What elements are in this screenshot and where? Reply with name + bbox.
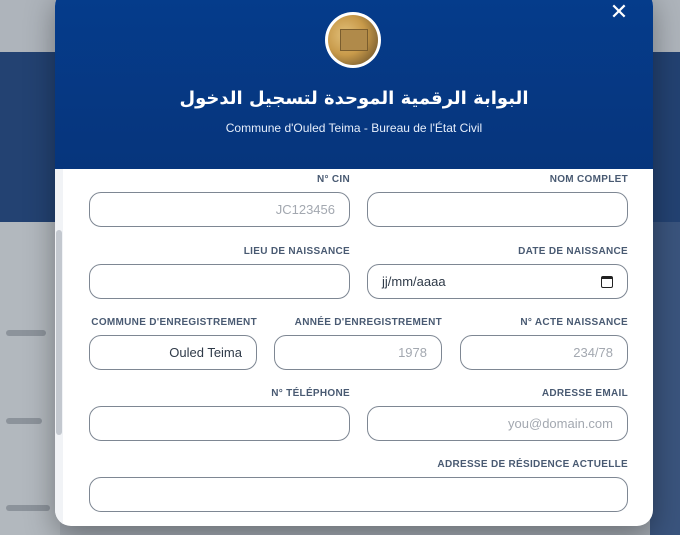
background-text-line — [6, 418, 42, 424]
address-label: ADRESSE DE RÉSIDENCE ACTUELLE — [437, 459, 628, 470]
calendar-icon[interactable] — [601, 276, 613, 288]
full-name-label: NOM COMPLET — [549, 174, 628, 185]
email-input[interactable] — [367, 406, 628, 441]
background-text-line — [6, 505, 50, 511]
birthdate-label: DATE DE NAISSANCE — [518, 246, 628, 257]
birth-act-placeholder: 234/78 — [573, 345, 613, 360]
phone-input[interactable] — [89, 406, 350, 441]
full-name-input[interactable] — [367, 192, 628, 227]
registration-year-placeholder: 1978 — [398, 345, 427, 360]
birthdate-input[interactable] — [367, 264, 628, 299]
background-card-left — [0, 222, 60, 535]
birthplace-input[interactable] — [89, 264, 350, 299]
modal-title: البوابة الرقمية الموحدة لتسجيل الدخول — [179, 88, 529, 109]
registration-year-input[interactable] — [274, 335, 442, 370]
birth-act-label: N° ACTE NAISSANCE — [520, 317, 628, 328]
modal-scrollbar-thumb[interactable] — [56, 230, 62, 435]
modal-header — [55, 0, 653, 169]
commune-input[interactable] — [89, 335, 257, 370]
phone-label: N° TÉLÉPHONE — [271, 388, 350, 399]
cin-input[interactable] — [89, 192, 350, 227]
background-text-line — [6, 330, 46, 336]
birthdate-format: jj/mm/aaaa — [382, 274, 446, 289]
registration-year-label: ANNÉE D'ENREGISTREMENT — [294, 317, 442, 328]
commune-label: COMMUNE D'ENREGISTREMENT — [91, 317, 257, 328]
cin-placeholder: JC123456 — [275, 202, 335, 217]
birthplace-label: LIEU DE NAISSANCE — [243, 246, 350, 257]
email-label: ADRESSE EMAIL — [541, 388, 628, 399]
commune-value: Ouled Teima — [169, 345, 242, 360]
email-placeholder: you@domain.com — [508, 416, 613, 431]
registration-modal — [55, 0, 653, 526]
modal-subtitle: Commune d'Ouled Teima - Bureau de l'État Civil — [225, 121, 483, 135]
cin-label: N° CIN — [316, 174, 350, 185]
close-button[interactable] — [607, 2, 631, 26]
background-card-right — [650, 222, 680, 535]
municipality-logo-icon — [325, 12, 381, 68]
address-input[interactable] — [89, 477, 628, 512]
birth-act-input[interactable] — [460, 335, 628, 370]
close-icon: ✕ — [609, 0, 629, 25]
